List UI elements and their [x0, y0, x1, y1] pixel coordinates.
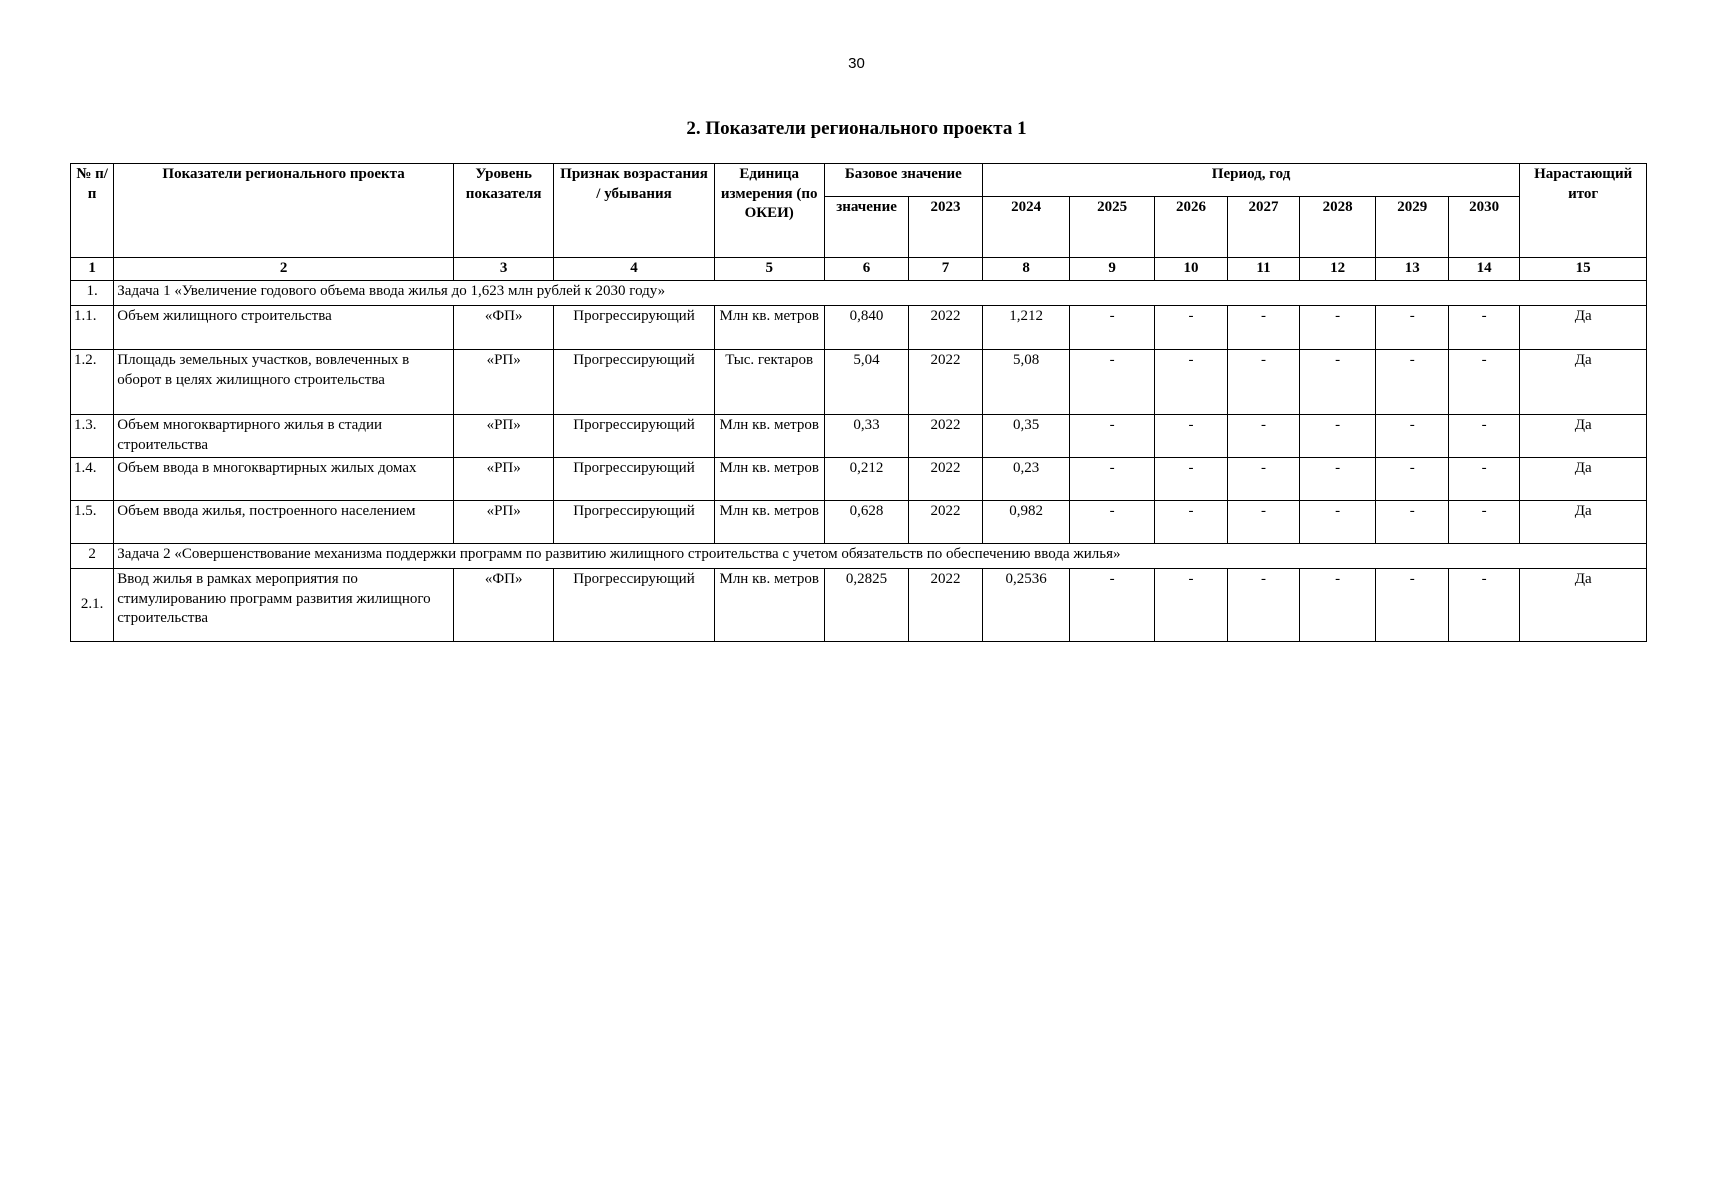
task-num: 2 [71, 544, 114, 569]
row-base-value: 0,212 [824, 458, 908, 501]
row-year-value: - [1376, 569, 1448, 642]
header-year: 2029 [1376, 197, 1448, 258]
row-indicator: Площадь земельных участков, вовлеченных в оборот в целях жилищного строительства [114, 350, 454, 415]
row-year-value: - [1070, 306, 1154, 350]
row-base-year: 2022 [909, 569, 983, 642]
row-year-value: - [1154, 458, 1228, 501]
row-year-value: - [1154, 306, 1228, 350]
header-year: 2026 [1154, 197, 1228, 258]
row-unit: Млн кв. метров [714, 501, 824, 544]
row-trend: Прогрессирующий [554, 458, 714, 501]
row-cumulative: Да [1520, 458, 1647, 501]
header-year: 2030 [1448, 197, 1519, 258]
row-base-year: 2022 [909, 350, 983, 415]
column-number: 4 [554, 258, 714, 281]
header-indicator: Показатели регионального проекта [114, 164, 454, 258]
row-year-value: - [1228, 458, 1299, 501]
header-level: Уровень показателя [453, 164, 554, 258]
row-num: 1.3. [71, 415, 114, 458]
row-year-value: - [1376, 458, 1448, 501]
row-year-value: - [1299, 501, 1376, 544]
header-period: Период, год [982, 164, 1520, 197]
column-number: 13 [1376, 258, 1448, 281]
row-year-value: 0,35 [982, 415, 1070, 458]
row-unit: Млн кв. метров [714, 306, 824, 350]
row-indicator: Ввод жилья в рамках мероприятия по стимулированию программ развития жилищного строительства [114, 569, 454, 642]
row-indicator: Объем многоквартирного жилья в стадии строительства [114, 415, 454, 458]
row-level: «ФП» [453, 306, 554, 350]
row-year-value: - [1448, 501, 1519, 544]
row-year-value: - [1376, 501, 1448, 544]
table-row [71, 306, 1647, 350]
row-year-value: - [1376, 415, 1448, 458]
row-year-value: 0,982 [982, 501, 1070, 544]
row-level: «РП» [453, 415, 554, 458]
row-year-value: - [1376, 306, 1448, 350]
row-year-value: 0,23 [982, 458, 1070, 501]
column-number: 3 [453, 258, 554, 281]
row-year-value: - [1228, 306, 1299, 350]
row-year-value: - [1070, 569, 1154, 642]
row-num: 1.5. [71, 501, 114, 544]
header-year: 2025 [1070, 197, 1154, 258]
row-base-value: 5,04 [824, 350, 908, 415]
column-number: 8 [982, 258, 1070, 281]
row-year-value: - [1070, 458, 1154, 501]
row-cumulative: Да [1520, 569, 1647, 642]
row-level: «РП» [453, 501, 554, 544]
row-year-value: 1,212 [982, 306, 1070, 350]
column-number: 10 [1154, 258, 1228, 281]
row-unit: Тыс. гектаров [714, 350, 824, 415]
row-year-value: 5,08 [982, 350, 1070, 415]
row-num: 1.1. [71, 306, 114, 350]
row-year-value: - [1228, 415, 1299, 458]
row-year-value: - [1299, 415, 1376, 458]
row-cumulative: Да [1520, 415, 1647, 458]
header-unit: Единица измерения (по ОКЕИ) [714, 164, 824, 258]
row-year-value: - [1299, 569, 1376, 642]
row-base-year: 2022 [909, 501, 983, 544]
column-number: 2 [114, 258, 454, 281]
row-year-value: - [1228, 569, 1299, 642]
header-cumulative: Нарастающий итог [1520, 164, 1647, 258]
header-year: 2028 [1299, 197, 1376, 258]
row-year-value: - [1448, 306, 1519, 350]
header-trend: Признак возрастания / убывания [554, 164, 714, 258]
table-row [71, 569, 1647, 642]
column-number: 15 [1520, 258, 1647, 281]
page-title: 2. Показатели регионального проекта 1 [686, 118, 1027, 139]
row-base-value: 0,2825 [824, 569, 908, 642]
header-base-value: значение [824, 197, 908, 258]
row-year-value: - [1448, 350, 1519, 415]
row-cumulative: Да [1520, 350, 1647, 415]
row-unit: Млн кв. метров [714, 415, 824, 458]
row-year-value: - [1154, 350, 1228, 415]
row-level: «РП» [453, 458, 554, 501]
task-row [71, 281, 1647, 306]
row-year-value: - [1376, 350, 1448, 415]
row-year-value: - [1228, 501, 1299, 544]
row-num: 1.4. [71, 458, 114, 501]
row-year-value: - [1299, 458, 1376, 501]
table-row [71, 350, 1647, 415]
row-unit: Млн кв. метров [714, 569, 824, 642]
table-row [71, 501, 1647, 544]
row-trend: Прогрессирующий [554, 350, 714, 415]
row-trend: Прогрессирующий [554, 501, 714, 544]
page-number: 30 [848, 55, 865, 72]
column-number: 9 [1070, 258, 1154, 281]
header-num: № п/п [71, 164, 114, 258]
row-year-value: - [1228, 350, 1299, 415]
table-row [71, 458, 1647, 501]
row-base-year: 2022 [909, 415, 983, 458]
row-cumulative: Да [1520, 306, 1647, 350]
row-base-year: 2022 [909, 306, 983, 350]
row-year-value: - [1448, 569, 1519, 642]
header-base: Базовое значение [824, 164, 982, 197]
column-number: 7 [909, 258, 983, 281]
column-number: 1 [71, 258, 114, 281]
header-year: 2024 [982, 197, 1070, 258]
task-row [71, 544, 1647, 569]
row-year-value: - [1448, 458, 1519, 501]
row-indicator: Объем жилищного строительства [114, 306, 454, 350]
column-number: 6 [824, 258, 908, 281]
row-year-value: - [1448, 415, 1519, 458]
row-unit: Млн кв. метров [714, 458, 824, 501]
row-year-value: - [1299, 350, 1376, 415]
table-row [71, 415, 1647, 458]
row-base-year: 2022 [909, 458, 983, 501]
row-trend: Прогрессирующий [554, 306, 714, 350]
row-year-value: - [1070, 501, 1154, 544]
column-number: 14 [1448, 258, 1519, 281]
row-year-value: - [1299, 306, 1376, 350]
column-number: 12 [1299, 258, 1376, 281]
row-indicator: Объем ввода в многоквартирных жилых домах [114, 458, 454, 501]
row-base-value: 0,840 [824, 306, 908, 350]
row-base-value: 0,33 [824, 415, 908, 458]
task-num: 1. [71, 281, 114, 306]
row-base-value: 0,628 [824, 501, 908, 544]
row-year-value: - [1070, 415, 1154, 458]
task-title: Задача 2 «Совершенствование механизма поддержки программ по развитию жилищного строительства с учетом обязательств по обеспечению ввода жилья» [114, 544, 1647, 569]
row-year-value: - [1154, 415, 1228, 458]
header-base-year: 2023 [909, 197, 983, 258]
task-title: Задача 1 «Увеличение годового объема ввода жилья до 1,623 млн рублей к 2030 году» [114, 281, 1647, 306]
row-cumulative: Да [1520, 501, 1647, 544]
row-level: «ФП» [453, 569, 554, 642]
header-year: 2027 [1228, 197, 1299, 258]
row-year-value: 0,2536 [982, 569, 1070, 642]
row-trend: Прогрессирующий [554, 569, 714, 642]
column-number: 11 [1228, 258, 1299, 281]
row-num: 2.1. [71, 569, 114, 642]
row-year-value: - [1154, 501, 1228, 544]
row-year-value: - [1070, 350, 1154, 415]
indicators-table [70, 163, 1647, 642]
row-num: 1.2. [71, 350, 114, 415]
row-year-value: - [1154, 569, 1228, 642]
row-level: «РП» [453, 350, 554, 415]
column-number-row [71, 258, 1647, 281]
column-number: 5 [714, 258, 824, 281]
row-trend: Прогрессирующий [554, 415, 714, 458]
row-indicator: Объем ввода жилья, построенного населением [114, 501, 454, 544]
